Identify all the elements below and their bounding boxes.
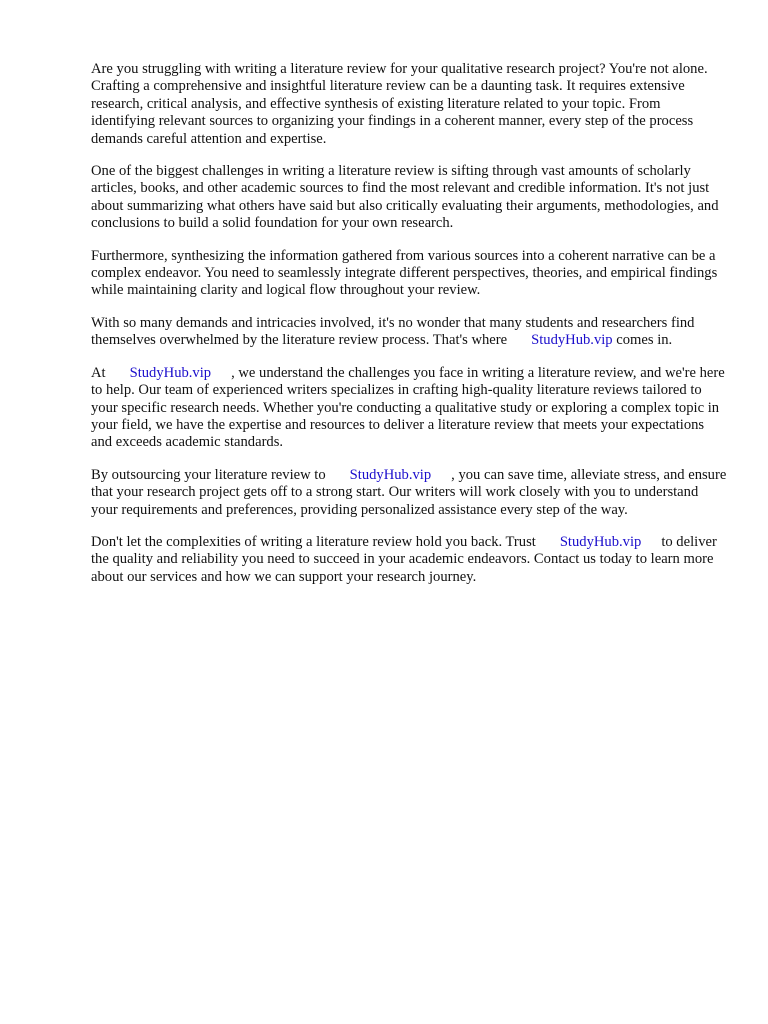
paragraph-text: At bbox=[91, 364, 106, 381]
paragraph-text: , you can save time, alleviate stress, and ensure that your research project gets off to a strong start. Our writers will work closely with you to understand your requirements and preferences, providing personalized assistance every step of the way. bbox=[91, 466, 727, 518]
paragraph-text: comes in. bbox=[616, 332, 673, 349]
paragraph-text: With so many demands and intricacies involved, it's no wonder that many students and researchers find themselves overwhelmed by the literature review process. That's where bbox=[91, 314, 695, 349]
paragraph-about-service bbox=[91, 365, 727, 452]
paragraph-intro: Are you struggling with writing a literature review for your qualitative research project? You're not alone. Crafting a comprehensive and insightful literature review can be a daunting task. It requires extensive research, critical analysis, and effective synthesis of existing literature related to your topic. From identifying relevant sources to organizing your findings in a coherent manner, every step of the process demands careful attention and expertise. bbox=[91, 61, 708, 147]
studyhub-link[interactable]: StudyHub.vip bbox=[349, 466, 432, 483]
studyhub-link[interactable]: StudyHub.vip bbox=[129, 364, 212, 381]
paragraph-text: , we understand the challenges you face in writing a literature review, and we're here to help. Our team of experienced writers specializes in crafting high-quality literature reviews tailored to your specific research needs. Whether you're conducting a qualitative study or exploring a complex topic in your field, we have the expertise and resources to deliver a literature review that meets your expectations and exceeds academic standards. bbox=[91, 364, 725, 451]
paragraph-challenges: One of the biggest challenges in writing a literature review is sifting through vast amounts of scholarly articles, books, and other academic sources to find the most relevant and credible information. It's not just about summarizing what others have said but also critically evaluating their arguments, methodologies, and conclusions to build a solid foundation for your own research. bbox=[91, 163, 719, 232]
paragraph-synthesis: Furthermore, synthesizing the information gathered from various sources into a coherent narrative can be a complex endeavor. You need to seamlessly integrate different perspectives, theories, and empirical findings while maintaining clarity and logical flow throughout your review. bbox=[91, 247, 718, 299]
paragraph-text: to deliver the quality and reliability you need to succeed in your academic endeavors. Contact us today to learn more about our services and how we can support your research journey. bbox=[91, 533, 717, 585]
paragraph-overwhelmed bbox=[91, 315, 727, 350]
document-body bbox=[91, 61, 727, 601]
studyhub-link[interactable]: StudyHub.vip bbox=[559, 533, 642, 550]
paragraph-outsourcing bbox=[91, 467, 727, 519]
paragraph-text: By outsourcing your literature review to bbox=[91, 466, 326, 483]
studyhub-link[interactable]: StudyHub.vip bbox=[531, 332, 613, 349]
paragraph-call-to-action bbox=[91, 534, 727, 586]
paragraph-text: Don't let the complexities of writing a literature review hold you back. Trust bbox=[91, 533, 536, 550]
